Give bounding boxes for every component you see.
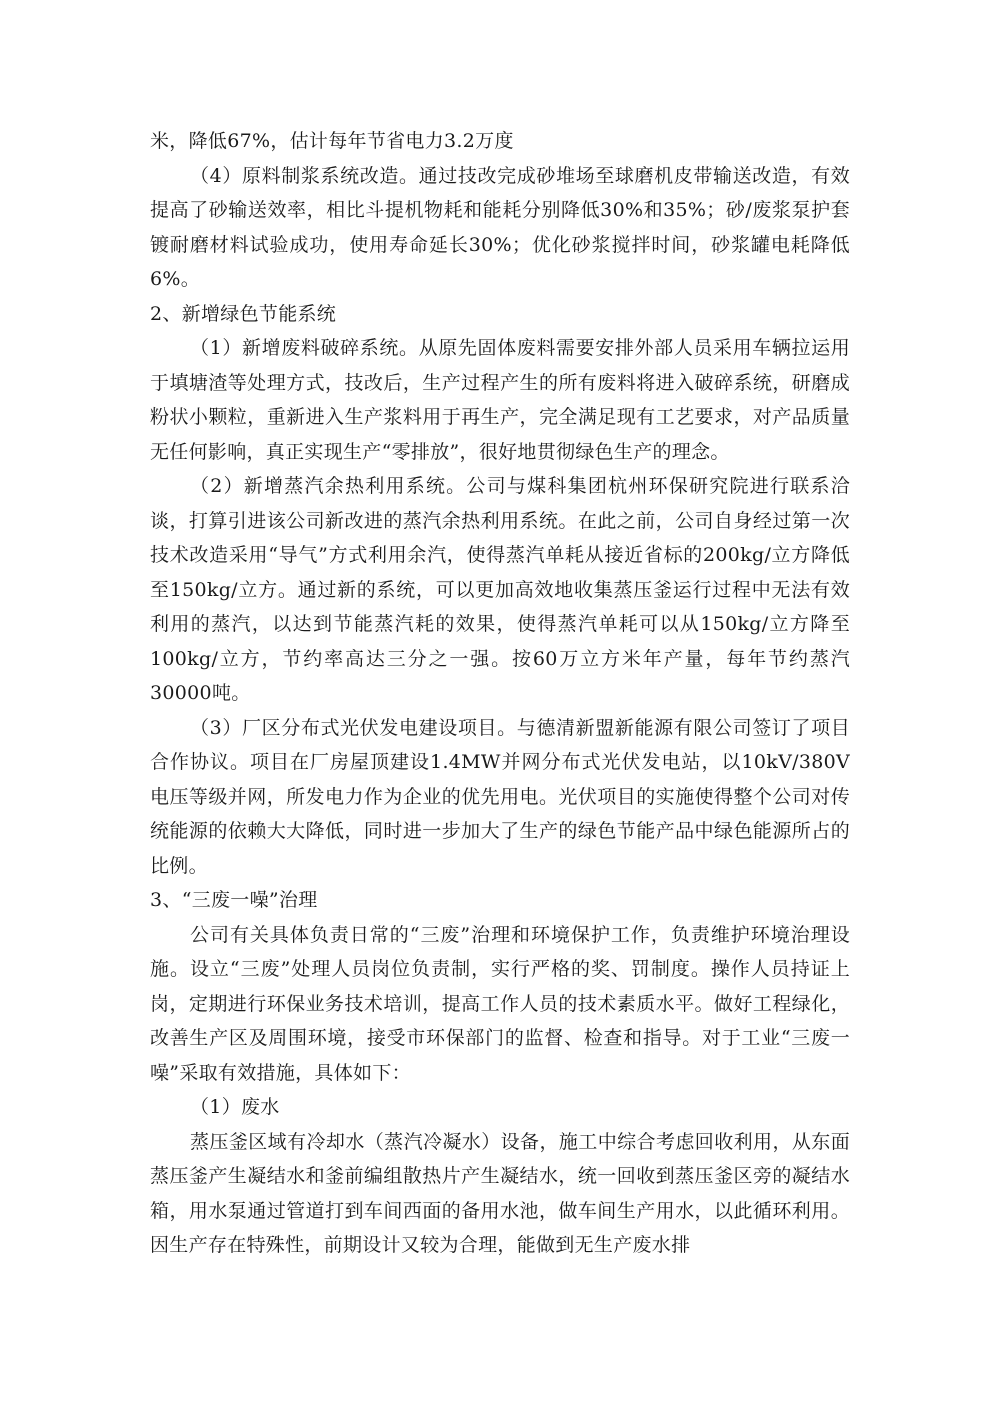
section-heading-green-energy: 2、新增绿色节能系统	[150, 302, 337, 325]
document-body	[150, 124, 850, 1263]
subheading-wastewater: （1）废水	[190, 1096, 280, 1118]
paragraph-wastewater-recycling: 蒸压釜区域有冷却水（蒸汽冷凝水）设备，施工中综合考虑回收利用，从东面蒸压釜产生凝结水和釜前编组散热片产生凝结水，统一回收到蒸压釜区旁的凝结水箱，用水泵通过管道打到车间西面的备用水池，做车间生产用水，以此循环利用。因生产存在特殊性，前期设计又较为合理，能做到无生产废水排	[150, 1130, 850, 1256]
paragraph-solar-pv: （3）厂区分布式光伏发电建设项目。与德清新盟新能源有限公司签订了项目合作协议。项目在厂房屋顶建设1.4MW并网分布式光伏发电站，以10kV/380V电压等级并网，所发电力作为企业的优先用电。光伏项目的实施使得整个公司对传统能源的依赖大大降低，同时进一步加大了生产的绿色节能产品中绿色能源所占的比例。	[150, 716, 850, 877]
section-heading-pollution-control: 3、“三废一噪”治理	[150, 889, 318, 911]
paragraph-environment-management: 公司有关具体负责日常的“三废”治理和环境保护工作，负责维护环境治理设施。设立“三废”处理人员岗位负责制，实行严格的奖、罚制度。操作人员持证上岗，定期进行环保业务技术培训，提高工作人员的技术素质水平。做好工程绿化，改善生产区及周围环境，接受市环保部门的监督、检查和指导。对于工业“三废一噪”采取有效措施，具体如下：	[150, 923, 850, 1084]
paragraph-steam-heat-recovery: （2）新增蒸汽余热利用系统。公司与煤科集团杭州环保研究院进行联系洽谈，打算引进该公司新改进的蒸汽余热利用系统。在此之前，公司自身经过第一次技术改造采用“导气”方式利用余汽，使得蒸汽单耗从接近省标的200kg/立方降低至150kg/立方。通过新的系统，可以更加高效地收集蒸压釜运行过程中无法有效利用的蒸汽，以达到节能蒸汽耗的效果，使得蒸汽单耗可以从150kg/立方降至100kg/立方，节约率高达三分之一强。按60万立方米年产量，每年节约蒸汽30000吨。	[150, 475, 850, 704]
paragraph-raw-slurry-system: （4）原料制浆系统改造。通过技改完成砂堆场至球磨机皮带输送改造，有效提高了砂输送效率，相比斗提机物耗和能耗分别降低30%和35%；砂/废浆泵护套镀耐磨材料试验成功，使用寿命延长30%；优化砂浆搅拌时间，砂浆罐电耗降低6%。	[150, 164, 850, 290]
paragraph-continued: 米，降低67%，估计每年节省电力3.2万度	[150, 130, 514, 152]
paragraph-waste-crushing: （1）新增废料破碎系统。从原先固体废料需要安排外部人员采用车辆拉运用于填塘渣等处理方式，技改后，生产过程产生的所有废料将进入破碎系统，研磨成粉状小颗粒，重新进入生产浆料用于再生产，完全满足现有工艺要求，对产品质量无任何影响，真正实现生产“零排放”，很好地贯彻绿色生产的理念。	[150, 337, 850, 463]
